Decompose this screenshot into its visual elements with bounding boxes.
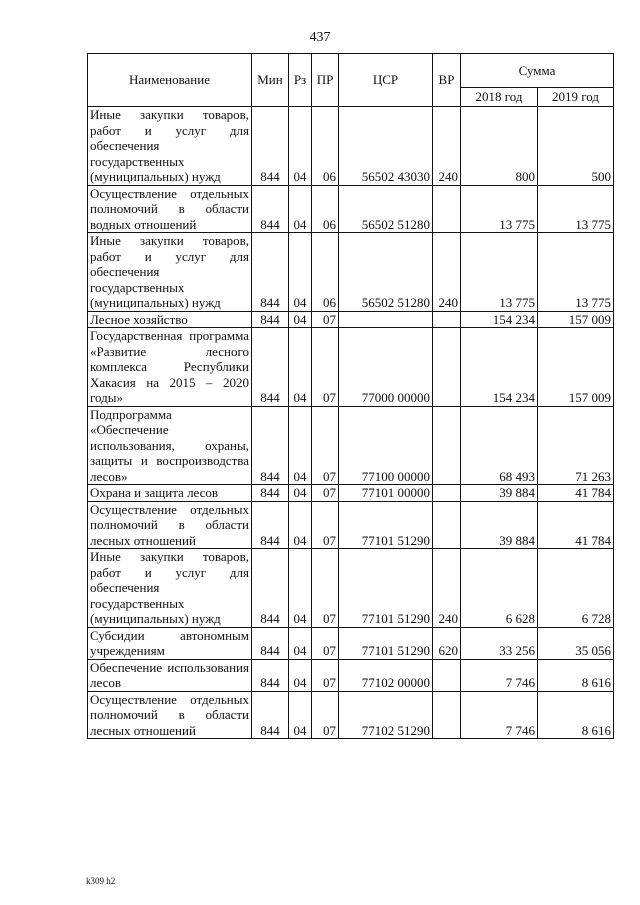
table-row — [88, 659, 614, 691]
header-min: Мин — [252, 54, 289, 107]
row-name: Субсидии автономным учреждениям — [88, 627, 252, 659]
row-rz: 04 — [289, 107, 312, 186]
row-2018: 13 775 — [461, 185, 538, 233]
row-pr: 06 — [312, 233, 339, 312]
row-name: Иные закупки товаров, работ и услуг для обеспечения государственных (муниципальных) нужд — [88, 107, 252, 186]
table-row — [88, 691, 614, 739]
row-rz: 04 — [289, 406, 312, 485]
table-row — [88, 549, 614, 628]
row-2019: 35 056 — [538, 627, 614, 659]
table-row — [88, 485, 614, 502]
header-sum: Сумма — [461, 54, 614, 88]
table-row — [88, 501, 614, 549]
header-2018: 2018 год — [461, 88, 538, 107]
row-pr: 07 — [312, 328, 339, 407]
row-name: Осуществление отдельных полномочий в области лесных отношений — [88, 691, 252, 739]
row-pr: 06 — [312, 107, 339, 186]
row-rz: 04 — [289, 311, 312, 328]
row-2019: 6 728 — [538, 549, 614, 628]
row-csr: 77100 00000 — [339, 406, 433, 485]
row-csr: 77101 51290 — [339, 501, 433, 549]
row-2018: 13 775 — [461, 233, 538, 312]
row-name: Обеспечение использования лесов — [88, 659, 252, 691]
row-pr: 06 — [312, 185, 339, 233]
row-rz: 04 — [289, 485, 312, 502]
row-pr: 07 — [312, 659, 339, 691]
row-2019: 13 775 — [538, 233, 614, 312]
row-name: Охрана и защита лесов — [88, 485, 252, 502]
row-csr: 77000 00000 — [339, 328, 433, 407]
header-2019: 2019 год — [538, 88, 614, 107]
row-2019: 8 616 — [538, 691, 614, 739]
row-pr: 07 — [312, 311, 339, 328]
row-2019: 157 009 — [538, 328, 614, 407]
row-pr: 07 — [312, 406, 339, 485]
row-name: Государственная программа «Развитие лесного комплекса Республики Хакасия на 2015 – 2020 годы» — [88, 328, 252, 407]
table-row — [88, 627, 614, 659]
row-csr — [339, 311, 433, 328]
row-vr — [433, 185, 461, 233]
row-2019: 13 775 — [538, 185, 614, 233]
row-csr: 77101 51290 — [339, 627, 433, 659]
row-2018: 7 746 — [461, 691, 538, 739]
row-min: 844 — [252, 311, 289, 328]
row-vr — [433, 501, 461, 549]
row-rz: 04 — [289, 659, 312, 691]
row-min: 844 — [252, 501, 289, 549]
row-vr: 240 — [433, 549, 461, 628]
row-min: 844 — [252, 406, 289, 485]
row-vr: 620 — [433, 627, 461, 659]
row-min: 844 — [252, 627, 289, 659]
row-pr: 07 — [312, 691, 339, 739]
row-pr: 07 — [312, 549, 339, 628]
row-name: Иные закупки товаров, работ и услуг для обеспечения государственных (муниципальных) нужд — [88, 549, 252, 628]
row-2019: 71 263 — [538, 406, 614, 485]
row-2019: 41 784 — [538, 501, 614, 549]
row-csr: 77101 51290 — [339, 549, 433, 628]
row-2018: 7 746 — [461, 659, 538, 691]
row-min: 844 — [252, 185, 289, 233]
row-2018: 68 493 — [461, 406, 538, 485]
row-2018: 154 234 — [461, 328, 538, 407]
row-rz: 04 — [289, 691, 312, 739]
row-csr: 77102 00000 — [339, 659, 433, 691]
table-row — [88, 311, 614, 328]
row-rz: 04 — [289, 501, 312, 549]
row-2018: 154 234 — [461, 311, 538, 328]
row-csr: 56502 51280 — [339, 185, 433, 233]
row-2018: 6 628 — [461, 549, 538, 628]
row-min: 844 — [252, 233, 289, 312]
row-min: 844 — [252, 659, 289, 691]
row-2019: 8 616 — [538, 659, 614, 691]
row-name: Подпрограмма «Обеспечение использования, охраны, защиты и воспроизводства лесов» — [88, 406, 252, 485]
row-rz: 04 — [289, 185, 312, 233]
row-rz: 04 — [289, 627, 312, 659]
row-pr: 07 — [312, 485, 339, 502]
row-vr: 240 — [433, 107, 461, 186]
row-min: 844 — [252, 107, 289, 186]
row-rz: 04 — [289, 549, 312, 628]
row-2019: 41 784 — [538, 485, 614, 502]
row-vr — [433, 691, 461, 739]
header-vr: ВР — [433, 54, 461, 107]
row-min: 844 — [252, 691, 289, 739]
row-min: 844 — [252, 549, 289, 628]
row-vr — [433, 406, 461, 485]
row-2018: 33 256 — [461, 627, 538, 659]
row-vr — [433, 328, 461, 407]
row-min: 844 — [252, 485, 289, 502]
row-min: 844 — [252, 328, 289, 407]
header-rz: Рз — [289, 54, 312, 107]
row-name: Лесное хозяйство — [88, 311, 252, 328]
row-2019: 157 009 — [538, 311, 614, 328]
row-csr: 77102 51290 — [339, 691, 433, 739]
page-number: 437 — [309, 30, 331, 45]
row-csr: 56502 51280 — [339, 233, 433, 312]
budget-table — [87, 53, 614, 739]
row-2019: 500 — [538, 107, 614, 186]
row-vr — [433, 485, 461, 502]
row-name: Осуществление отдельных полномочий в области лесных отношений — [88, 501, 252, 549]
row-csr: 77101 00000 — [339, 485, 433, 502]
table-row — [88, 406, 614, 485]
row-name: Осуществление отдельных полномочий в области водных отношений — [88, 185, 252, 233]
row-csr: 56502 43030 — [339, 107, 433, 186]
row-pr: 07 — [312, 501, 339, 549]
row-vr — [433, 659, 461, 691]
row-2018: 39 884 — [461, 485, 538, 502]
footer-code: k309 h2 — [86, 876, 116, 886]
header-name: Наименование — [88, 54, 252, 107]
table-body — [88, 107, 614, 739]
table-row — [88, 107, 614, 186]
row-vr — [433, 311, 461, 328]
header-csr: ЦСР — [339, 54, 433, 107]
row-pr: 07 — [312, 627, 339, 659]
row-rz: 04 — [289, 328, 312, 407]
header-pr: ПР — [312, 54, 339, 107]
row-name: Иные закупки товаров, работ и услуг для обеспечения государственных (муниципальных) нужд — [88, 233, 252, 312]
row-rz: 04 — [289, 233, 312, 312]
row-2018: 39 884 — [461, 501, 538, 549]
table-row — [88, 185, 614, 233]
row-vr: 240 — [433, 233, 461, 312]
table-row — [88, 328, 614, 407]
table-row — [88, 233, 614, 312]
row-2018: 800 — [461, 107, 538, 186]
